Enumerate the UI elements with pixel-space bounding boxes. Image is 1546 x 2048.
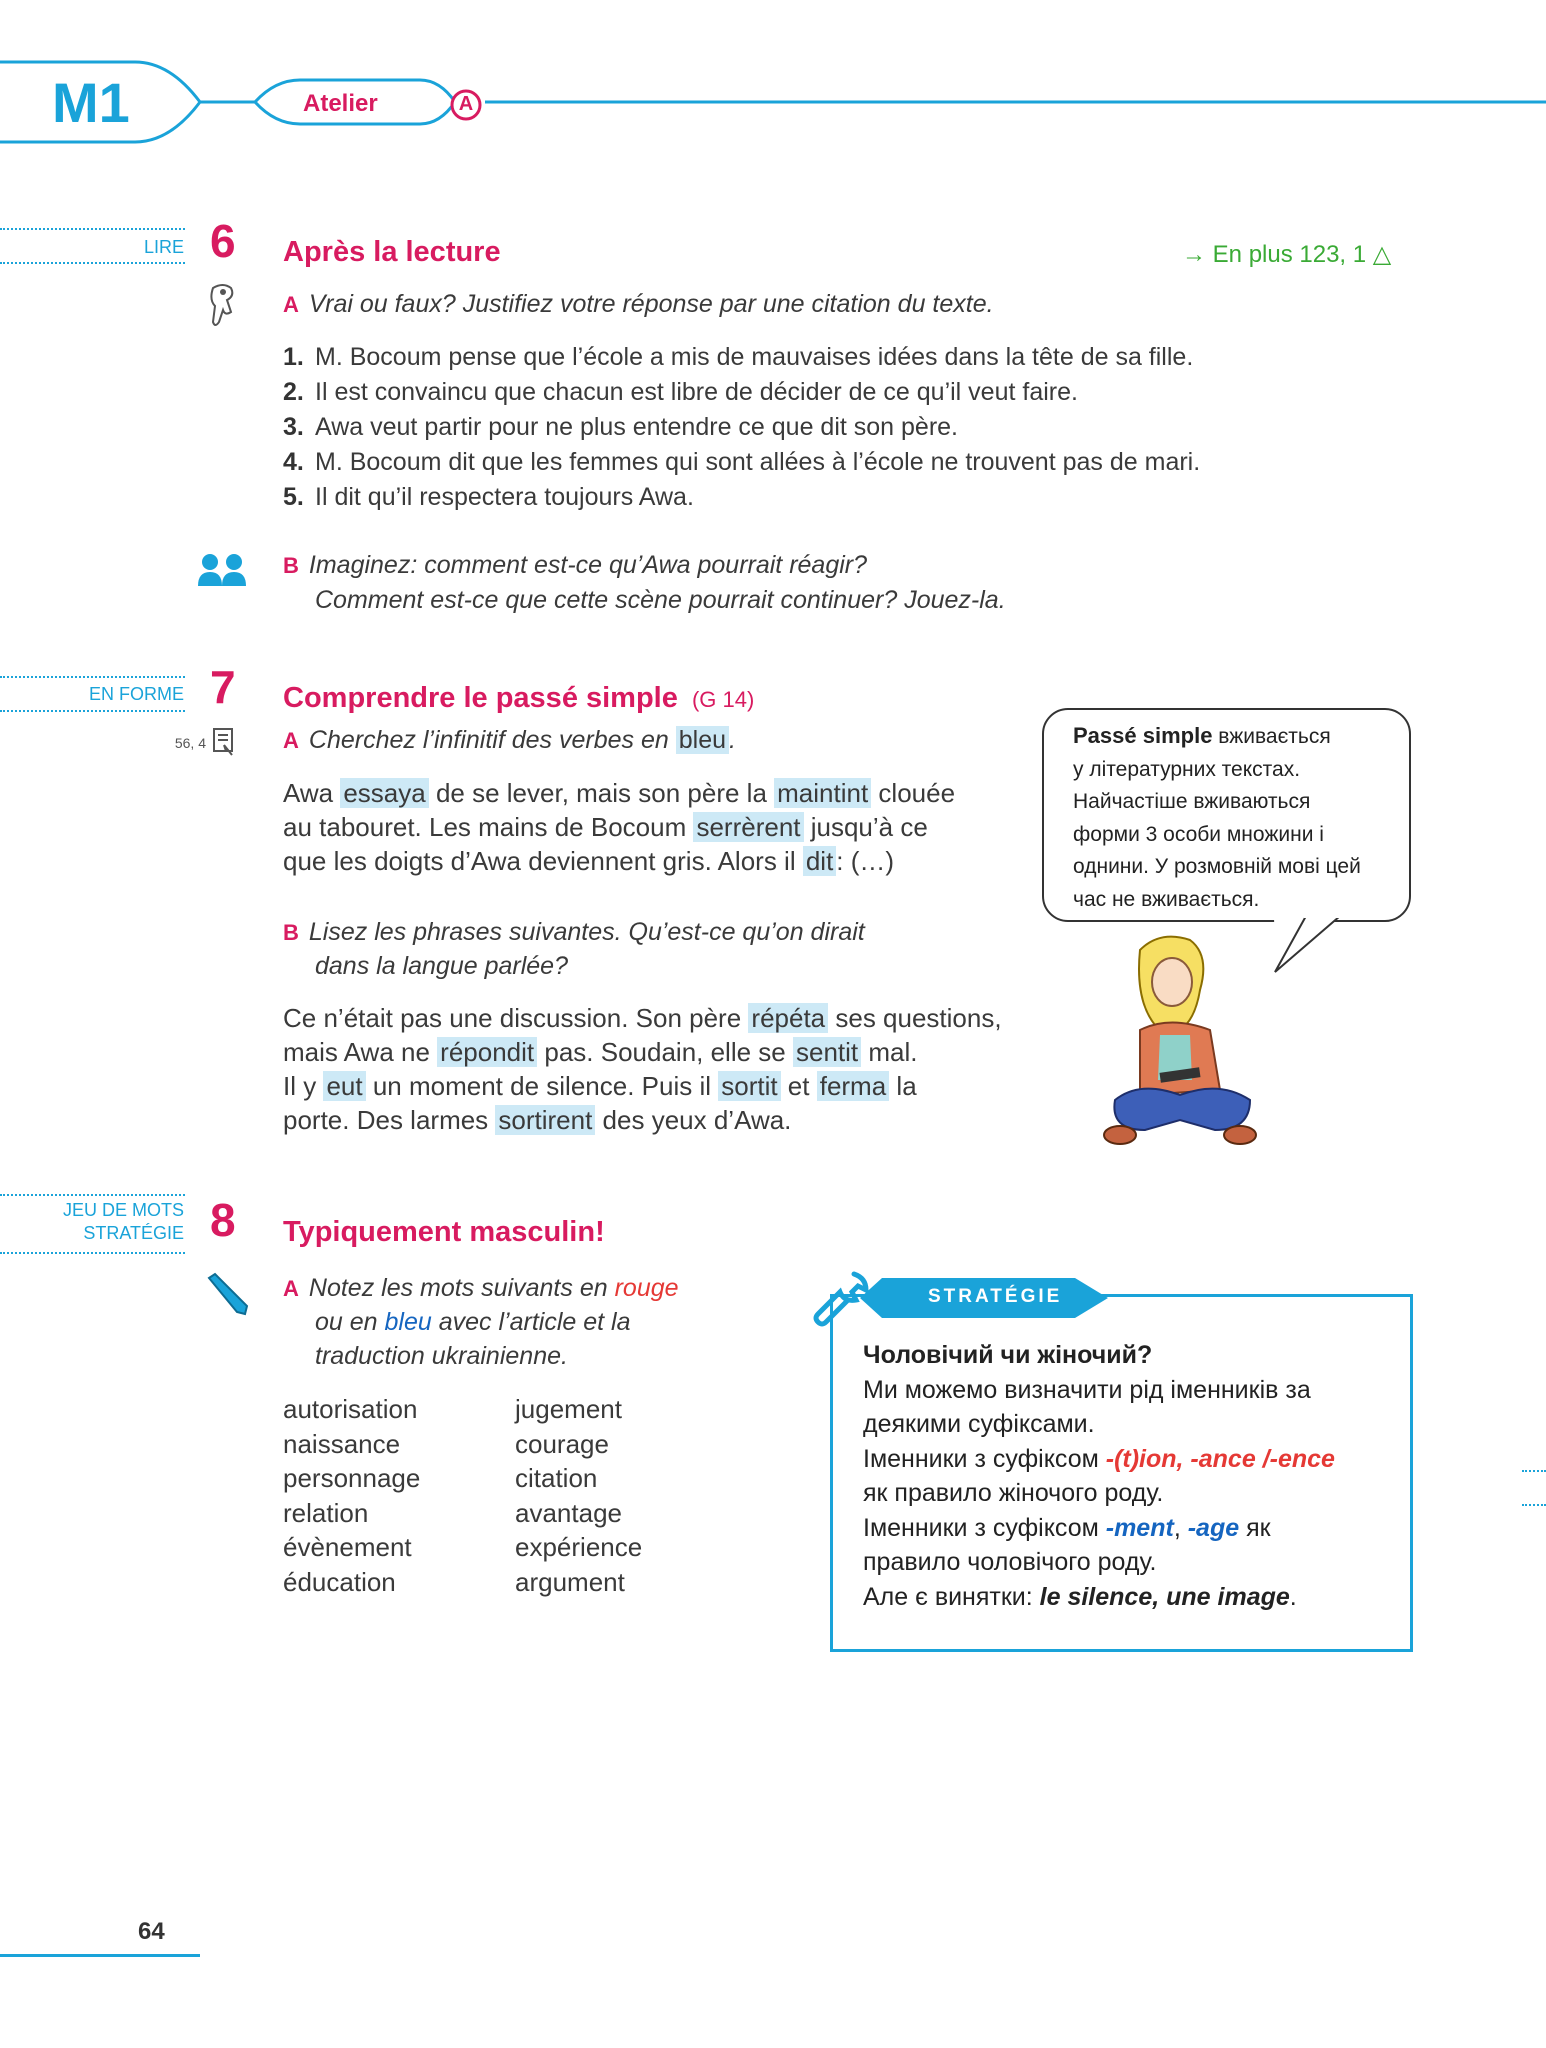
skill-label: EN FORME [88, 684, 184, 704]
instruction-b [283, 551, 867, 580]
text: ses questions, [828, 1003, 1002, 1033]
text: au tabouret. Les mains de Bocoum [283, 812, 694, 842]
speech-bubble-tail [1270, 914, 1350, 976]
verb-highlight: essaya [340, 778, 428, 808]
instruction-b [283, 918, 865, 947]
pair-work-icon [196, 552, 250, 588]
divider [0, 262, 185, 264]
edge-marker [1522, 1470, 1546, 1472]
text: et [780, 1071, 817, 1101]
text: avec l’article et la [431, 1308, 631, 1336]
highlight-word: bleu [676, 726, 729, 754]
blue-word: bleu [384, 1308, 432, 1336]
word: jugement [515, 1394, 622, 1424]
part-letter: B [283, 553, 299, 578]
instruction-text: Imaginez: comment est-ce qu’Awa pourrait réagir? [308, 551, 868, 579]
exercise-title [283, 682, 754, 715]
strategy-text [863, 1338, 1335, 1614]
verb-highlight: dit [803, 846, 836, 876]
word: avantage [515, 1497, 622, 1528]
workbook-icon [212, 727, 236, 757]
verb-highlight: sortirent [495, 1105, 595, 1135]
word: relation [283, 1497, 369, 1528]
reading-icon [205, 282, 241, 332]
pencil-icon [205, 1272, 249, 1316]
text: un moment de silence. Puis il [365, 1071, 719, 1101]
workbook-ref: 56, 4 [174, 735, 206, 751]
verb-highlight: serrèrent [693, 812, 803, 842]
verb-highlight: ferma [817, 1071, 889, 1101]
text: Іменники з суфіксом [863, 1444, 1106, 1473]
text: de se lever, mais son père la [428, 778, 775, 808]
text-excerpt [283, 1001, 1002, 1137]
text: вживається [1212, 725, 1331, 748]
text: у літературних текстах. [1073, 757, 1301, 781]
list-item [283, 410, 1200, 445]
instruction-text: dans la langue parlée? [315, 952, 568, 980]
exercise-number: 8 [210, 1194, 236, 1246]
verb-highlight: sentit [793, 1037, 861, 1067]
text: як правило жіночого роду. [863, 1479, 1164, 1507]
text-excerpt [283, 776, 955, 878]
divider [0, 676, 185, 678]
grammar-ref: (G 14) [691, 687, 755, 712]
text: mais Awa ne [283, 1037, 438, 1067]
instruction-text: Notez les mots suivants en [308, 1274, 615, 1302]
item-text: Il est convaincu que chacun est libre de décider de ce qu’il veut faire. [315, 378, 1078, 406]
text: однини. У розмовній мові цей [1073, 855, 1361, 878]
verb-highlight: maintint [774, 778, 871, 808]
item-number: 3. [283, 413, 304, 441]
word: autorisation [283, 1394, 418, 1424]
text: правило чоловічого роду. [863, 1548, 1157, 1576]
instruction-text [315, 1308, 630, 1337]
statement-list [283, 340, 1200, 515]
text: que les doigts d’Awa deviennent gris. Alors il [283, 846, 803, 876]
list-item [283, 375, 1200, 410]
skill-label: LIRE [143, 237, 184, 257]
header-banner [0, 50, 1546, 150]
word: citation [515, 1463, 598, 1493]
word: expérience [515, 1532, 643, 1562]
divider [0, 1252, 185, 1254]
item-text: M. Bocoum pense que l’école a mis de mauvaises idées dans la tête de sa fille. [315, 343, 1194, 371]
word: personnage [283, 1463, 421, 1493]
text: mal. [861, 1037, 918, 1067]
word: éducation [283, 1566, 396, 1597]
verb-highlight: sortit [718, 1071, 780, 1101]
item-text: Awa veut partir pour ne plus entendre ce que dit son père. [315, 413, 959, 441]
masculine-suffix: -ment [1105, 1513, 1174, 1542]
verb-highlight: répondit [437, 1037, 537, 1067]
part-letter: B [283, 920, 299, 945]
text: pas. Soudain, elle se [537, 1037, 793, 1067]
word: courage [515, 1428, 609, 1459]
instruction-text: Lisez les phrases suivantes. Qu’est-ce qu’on dirait [308, 918, 865, 946]
strategy-tag: STRATÉGIE [928, 1286, 1063, 1307]
word: évènement [283, 1532, 412, 1562]
word: naissance [283, 1428, 401, 1459]
text: des yeux d’Awa. [595, 1105, 792, 1135]
exceptions: le silence, une image [1039, 1582, 1290, 1611]
exercise-number: 6 [210, 215, 236, 267]
text: porte. Des larmes [283, 1105, 496, 1135]
text: як [1239, 1513, 1271, 1542]
text: Awa [283, 778, 341, 808]
instruction-text: Comment est-ce que cette scène pourrait continuer? Jouez-la. [315, 586, 1006, 614]
part-letter: A [283, 728, 299, 753]
section-badge: A [458, 93, 474, 115]
text: форми 3 особи множини і [1073, 822, 1324, 846]
exercise-title-text: Comprendre le passé simple [283, 682, 678, 714]
text: деякими суфіксами. [863, 1410, 1095, 1438]
text: jusqu’à ce [803, 812, 928, 842]
text: Найчастіше вживаються [1073, 790, 1311, 813]
page-number: 64 [138, 1918, 165, 1945]
item-number: 5. [283, 483, 304, 511]
item-text: Il dit qu’il respectera toujours Awa. [315, 483, 694, 511]
strategy-heading: Чоловічий чи жіночий? [863, 1341, 1153, 1369]
masculine-suffix: -age [1187, 1513, 1240, 1542]
text: : (…) [836, 846, 895, 876]
text: Ми можемо визначити рід іменників за [863, 1375, 1311, 1404]
red-word: rouge [614, 1274, 679, 1302]
text: час не вживається. [1073, 887, 1260, 911]
word: argument [515, 1566, 625, 1597]
unit-label: M1 [52, 71, 130, 134]
footer-line [0, 1954, 200, 1957]
text: la [889, 1071, 917, 1101]
exercise-title: Après la lecture [283, 236, 501, 268]
skill-label: JEU DE MOTS [62, 1200, 184, 1220]
verb-highlight: répéta [748, 1003, 828, 1033]
exercise-title: Typiquement masculin! [283, 1216, 605, 1248]
text: clouée [871, 778, 956, 808]
divider [0, 228, 185, 230]
girl-reading-illustration [1100, 930, 1260, 1160]
speech-bubble-text [1073, 720, 1361, 916]
item-number: 4. [283, 448, 304, 476]
word-column-1 [283, 1392, 420, 1599]
text: Il y [283, 1071, 324, 1101]
instruction-a [283, 726, 736, 755]
divider [0, 710, 185, 712]
text: Ce n’était pas une discussion. Son père [283, 1003, 749, 1033]
skill-label: STRATÉGIE [83, 1223, 184, 1243]
item-text: M. Bocoum dit que les femmes qui sont allées à l’école ne trouvent pas de mari. [315, 448, 1201, 476]
divider [0, 1194, 185, 1196]
exercise-number: 7 [210, 661, 236, 713]
instruction-text: . [729, 726, 736, 754]
text: Але є винятки: [863, 1582, 1040, 1611]
word-column-2 [515, 1392, 642, 1599]
item-number: 2. [283, 378, 304, 406]
instruction-text: Vrai ou faux? Justifiez votre réponse par une citation du texte. [308, 290, 994, 318]
text: ou en [315, 1308, 385, 1336]
wrench-icon [810, 1270, 870, 1330]
list-item [283, 340, 1200, 375]
cross-reference: → En plus 123, 1 △ [1182, 241, 1392, 268]
text: . [1289, 1582, 1297, 1611]
item-number: 1. [283, 343, 304, 371]
instruction-text: traduction ukrainienne. [315, 1342, 568, 1370]
list-item [283, 480, 1200, 515]
section-label: Atelier [303, 90, 378, 117]
part-letter: A [283, 1276, 299, 1301]
edge-marker [1522, 1504, 1546, 1506]
instruction-text: Cherchez l’infinitif des verbes en [308, 726, 669, 754]
feminine-suffixes: -(t)ion, -ance /-ence [1105, 1444, 1335, 1473]
part-letter: A [283, 292, 299, 317]
instruction-a [283, 1274, 679, 1303]
verb-highlight: eut [323, 1071, 365, 1101]
text: , [1173, 1513, 1188, 1542]
bubble-bold: Passé simple [1073, 723, 1213, 748]
text: Іменники з суфіксом [863, 1513, 1106, 1542]
list-item [283, 445, 1200, 480]
instruction-a [283, 290, 994, 319]
